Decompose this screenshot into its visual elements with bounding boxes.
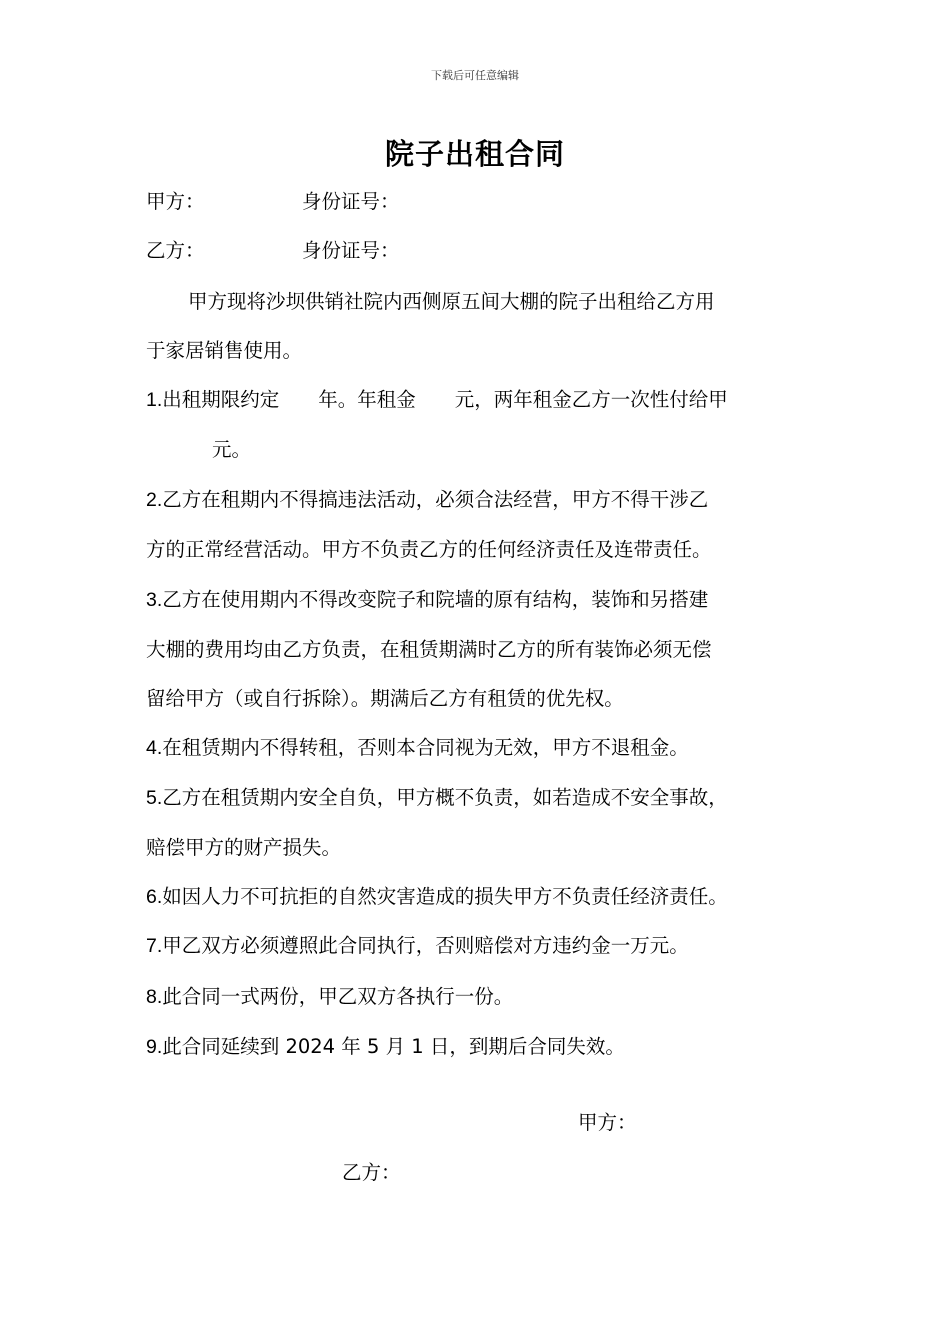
- clause-text: 甲乙双方必须遵照此合同执行，否则赔偿对方违约金一万元。: [162, 934, 689, 957]
- party-b-id-label: 身份证号：: [302, 239, 400, 262]
- clause-number: 8.: [146, 986, 163, 1008]
- clause-9: [146, 1035, 625, 1059]
- header-note: 下载后可任意编辑: [431, 69, 519, 82]
- clause-text: 此合同延续到 2024 年 5 月 1 日，到期后合同失效。: [162, 1035, 625, 1058]
- clause-3-continued-2: 留给甲方（或自行拆除）。期满后乙方有租赁的优先权。: [146, 687, 624, 710]
- clause-number: 2.: [146, 489, 163, 511]
- clause-text: 乙方在租期内不得搞违法活动，必须合法经营，甲方不得干涉乙: [162, 488, 709, 511]
- clause-text: 出租期限约定 年。年租金 元，两年租金乙方一次性付给甲: [162, 388, 728, 411]
- clause-3-continued-1: 大棚的费用均由乙方负责，在租赁期满时乙方的所有装饰必须无偿: [146, 638, 712, 661]
- intro-line-1: 甲方现将沙坝供销社院内西侧原五间大棚的院子出租给乙方用: [188, 290, 715, 313]
- clause-number: 6.: [146, 886, 163, 908]
- clause-1: [146, 388, 728, 412]
- clause-5: [146, 786, 728, 810]
- clause-number: 7.: [146, 935, 163, 957]
- clause-2-continued: 方的正常经营活动。甲方不负责乙方的任何经济责任及连带责任。: [146, 538, 712, 561]
- clause-8: [146, 985, 513, 1009]
- clause-text: 此合同一式两份，甲乙双方各执行一份。: [162, 985, 514, 1008]
- party-a-label: 甲方：: [146, 190, 205, 213]
- signature-party-a: 甲方：: [578, 1111, 637, 1134]
- signature-party-b: 乙方：: [342, 1161, 401, 1184]
- clause-text: 乙方在使用期内不得改变院子和院墙的原有结构，装饰和另搭建: [162, 588, 709, 611]
- clause-text: 乙方在租赁期内安全自负，甲方概不负责，如若造成不安全事故，: [162, 786, 728, 809]
- clause-text: 如因人力不可抗拒的自然灾害造成的损失甲方不负责任经济责任。: [162, 885, 728, 908]
- document-title: 院子出租合同: [384, 137, 565, 171]
- clause-number: 3.: [146, 589, 163, 611]
- clause-number: 4.: [146, 737, 163, 759]
- intro-line-2: 于家居销售使用。: [146, 339, 303, 362]
- clause-4: [146, 736, 689, 760]
- clause-6: [146, 885, 728, 909]
- clause-7: [146, 934, 689, 958]
- party-a-id-label: 身份证号：: [302, 190, 400, 213]
- clause-number: 9.: [146, 1036, 163, 1058]
- clause-text: 在租赁期内不得转租，否则本合同视为无效，甲方不退租金。: [162, 736, 689, 759]
- clause-5-continued: 赔偿甲方的财产损失。: [146, 836, 342, 859]
- clause-3: [146, 588, 708, 612]
- clause-1-continued: 元。: [212, 438, 252, 461]
- clause-number: 1.: [146, 389, 163, 411]
- party-b-label: 乙方：: [146, 239, 205, 262]
- clause-number: 5.: [146, 787, 163, 809]
- clause-2: [146, 488, 708, 512]
